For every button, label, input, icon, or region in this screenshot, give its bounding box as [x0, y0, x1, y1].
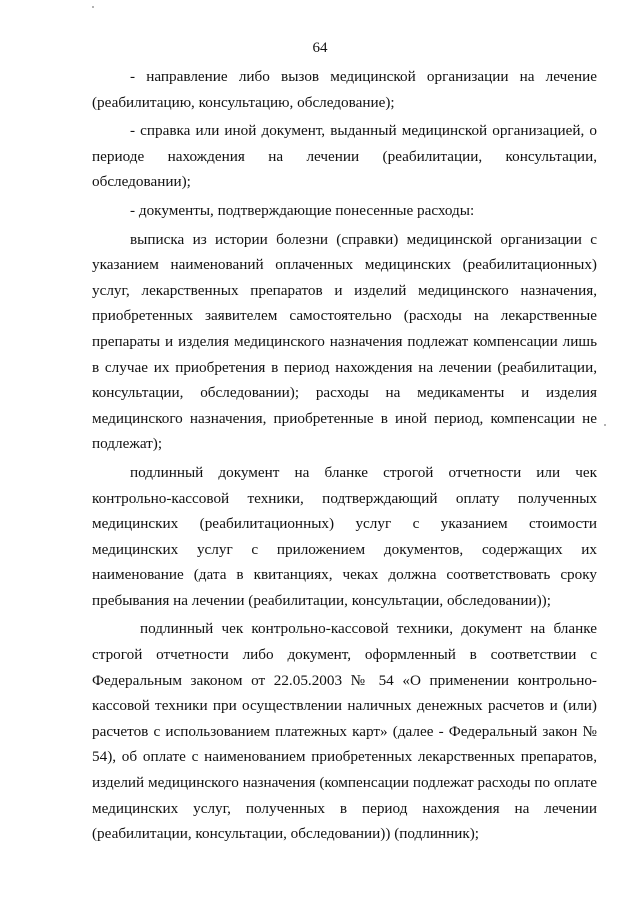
paragraph-medical-extract: выписка из истории болезни (справки) медицинской организации с указанием наименований оплаченных медицинских (реабилитационных) услуг, лекарственных препаратов и изделий медицинского назначения, приобретенных заявителем самостоятельно (расходы на лекарственные препараты и изделия медицинского назначения подлежат компенсации лишь в случае их приобретения в период нахождения на лечении (реабилитации, консультации, обследовании); расходы на медикаменты и изделия медицинского назначения, приобретенные в иной период, компенсации не подлежат);	[92, 230, 597, 453]
paragraph-cash-receipt: подлинный чек контрольно-кассовой техники, документ на бланке строгой отчетности либо документ, оформленный в соответствии с Федеральным законом от 22.05.2003 № 54 «О применении контрольно-кассовой техники при осуществлении наличных денежных расчетов и (или) расчетов с использованием платежных карт» (далее - Федеральный закон № 54), об оплате с наименованием приобретенных лекарственных препаратов, изделий медицинского назначения (компенсации подлежат расходы по оплате медицинских услуг, полученных в период нахождения на лечении (реабилитации, консультации, обследовании)) (подлинник);	[92, 620, 597, 843]
page-number: 64	[312, 40, 328, 56]
paragraph-referral: - направление либо вызов медицинской организации на лечение (реабилитацию, консультацию, обследование);	[92, 68, 597, 111]
paragraph-original-document: подлинный документ на бланке строгой отчетности или чек контрольно-кассовой техники, подтверждающий оплату полученных медицинских (реабилитационных) услуг с указанием стоимости медицинских услуг с приложением документов, содержащих их наименование (дата в квитанциях, чеках должна соответствовать сроку пребывания на лечении (реабилитации, консультации, обследовании));	[92, 463, 597, 609]
paragraph-certificate: - справка или иной документ, выданный медицинской организацией, о периоде нахождения на лечении (реабилитации, консультации, обследовании);	[92, 122, 597, 191]
scan-speck	[604, 424, 606, 426]
document-body	[92, 64, 597, 850]
paragraph-expense-documents: - документы, подтверждающие понесенные расходы:	[130, 201, 475, 219]
scan-speck	[92, 6, 94, 8]
